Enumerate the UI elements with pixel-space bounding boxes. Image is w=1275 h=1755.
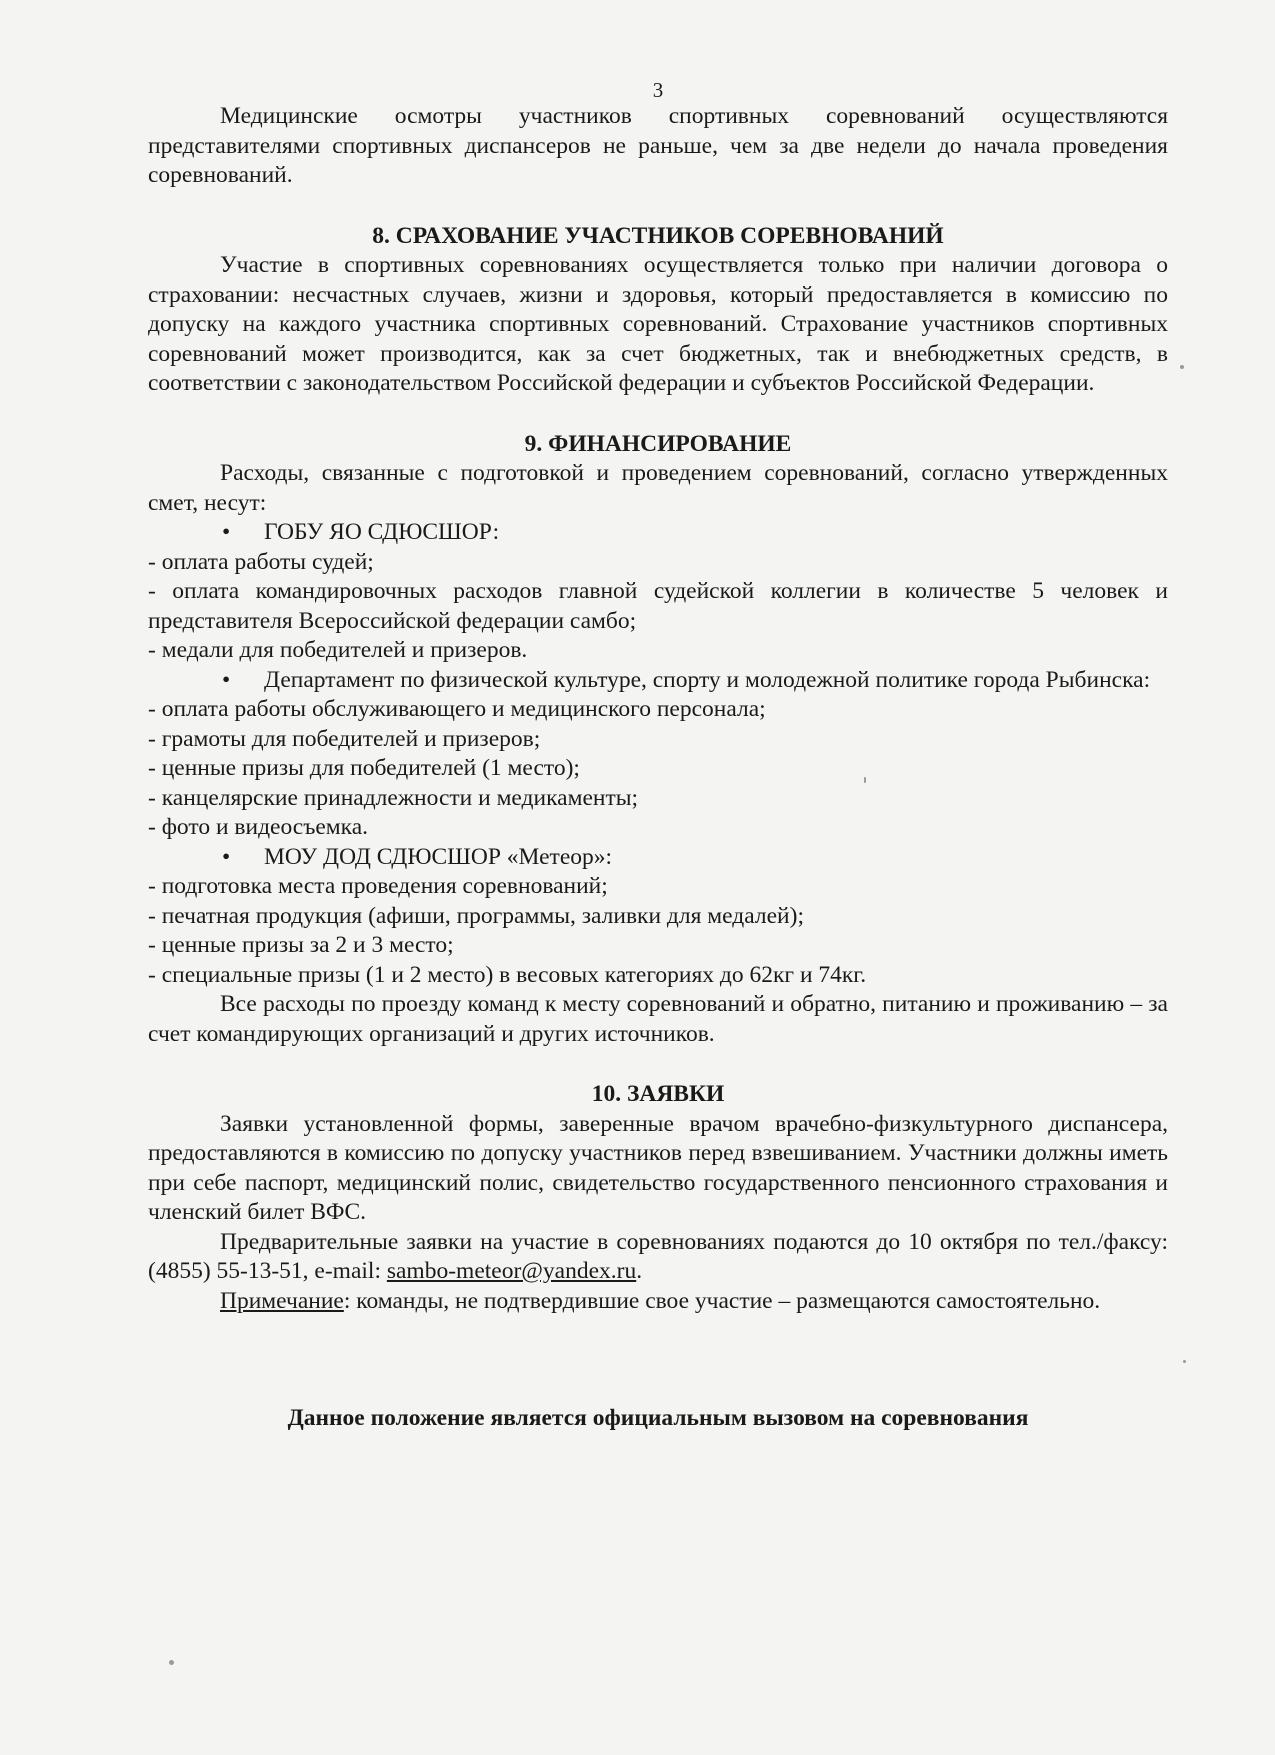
email-link[interactable]: sambo-meteor@yandex.ru — [386, 1258, 637, 1284]
section-10-heading: 10. ЗАЯВКИ — [591, 1081, 725, 1107]
list-item: - грамоты для победителей и призеров; — [148, 725, 541, 752]
funding-group-1 — [148, 518, 1168, 548]
intro-paragraph: Медицинские осмотры участников спортивных соревнований осуществляются представителями спортивных диспансеров не раньше, чем за две недели до начала проведения соревнований. — [148, 103, 1168, 188]
funding-group-2 — [148, 666, 1168, 696]
scan-speck — [864, 777, 866, 783]
list-item: - канцелярские принадлежности и медикаменты; — [148, 784, 639, 811]
bullet-icon: • — [222, 666, 231, 693]
scan-speck — [1183, 1360, 1186, 1363]
list-item: - подготовка места проведения соревнований; — [148, 873, 608, 899]
section-8-heading: 8. СРАХОВАНИЕ УЧАСТНИКОВ СОРЕВНОВАНИЙ — [372, 222, 944, 249]
section-8-paragraph: Участие в спортивных соревнованиях осуществляется только при наличии договора о страховании: несчастных случаев, жизни и здоровья, который предоставляется в комиссию по допуску на каждого участника спортивных соревнований. Страхование участников спортивных соревнований может производится, как за счет бюджетных, так и внебюджетных средств, в соответствии с законодательством Российской федерации и субъектов Российской Федерации. — [148, 252, 1168, 396]
list-item: - оплата командировочных расходов главной судейской коллегии в количестве 5 человек и представителя Всероссийской федерации самбо; — [148, 578, 1168, 634]
page-number: 3 — [652, 78, 664, 102]
bullet-icon: • — [222, 519, 231, 545]
scan-speck — [169, 1660, 174, 1665]
final-statement: Данное положение является официальным вызовом на соревнования — [287, 1405, 1029, 1431]
funding-group-title: МОУ ДОД СДЮСШОР «Метеор»: — [264, 843, 613, 870]
section-9-heading: 9. ФИНАНСИРОВАНИЕ — [524, 430, 792, 457]
list-item: - фото и видеосъемка. — [148, 814, 369, 840]
bullet-icon: • — [222, 843, 231, 870]
scan-speck — [1180, 365, 1184, 369]
list-item: - ценные призы за 2 и 3 место; — [148, 932, 454, 958]
list-item: - медали для победителей и призеров. — [148, 637, 528, 663]
document-page — [148, 78, 1168, 1434]
section-10-paragraph-2 — [148, 1228, 1168, 1287]
list-item: - ценные призы для победителей (1 место); — [148, 755, 580, 781]
funding-group-title: Департамент по физической культуре, спорту и молодежной политике города Рыбинска: — [264, 666, 1151, 693]
note-label: Примечание — [220, 1287, 344, 1314]
section-9-intro: Расходы, связанные с подготовкой и проведением соревнований, согласно утвержденных смет, несут: — [148, 460, 1168, 516]
funding-group-3 — [148, 843, 1168, 873]
paragraph-text: Предварительные заявки на участие в соревнованиях подаются до 10 октября по тел./факсу: (4855) 55-13-51, e-mail: — [148, 1228, 1168, 1284]
section-10-note — [148, 1287, 1168, 1317]
list-item: - печатная продукция (афиши, программы, заливки для медалей); — [148, 902, 804, 929]
funding-group-title: ГОБУ ЯО СДЮСШОР: — [264, 519, 500, 545]
list-item: - оплата работы судей; — [148, 548, 374, 575]
paragraph-text: . — [636, 1258, 643, 1284]
list-item: - специальные призы (1 и 2 место) в весовых категориях до 62кг и 74кг. — [148, 961, 867, 988]
note-text: : команды, не подтвердившие свое участие – размещаются самостоятельно. — [343, 1287, 1101, 1314]
list-item: - оплата работы обслуживающего и медицинского персонала; — [148, 696, 766, 722]
section-9-closing: Все расходы по проезду команд к месту соревнований и обратно, питанию и проживанию – за счет командирующих организаций и других источников. — [148, 991, 1168, 1047]
section-10-paragraph-1: Заявки установленной формы, заверенные врачом врачебно-физкультурного диспансера, предоставляются в комиссию по допуску участников перед взвешиванием. Участники должны иметь при себе паспорт, медицинский полис, свидетельство государственного пенсионного страхования и членский билет ВФС. — [148, 1110, 1168, 1225]
